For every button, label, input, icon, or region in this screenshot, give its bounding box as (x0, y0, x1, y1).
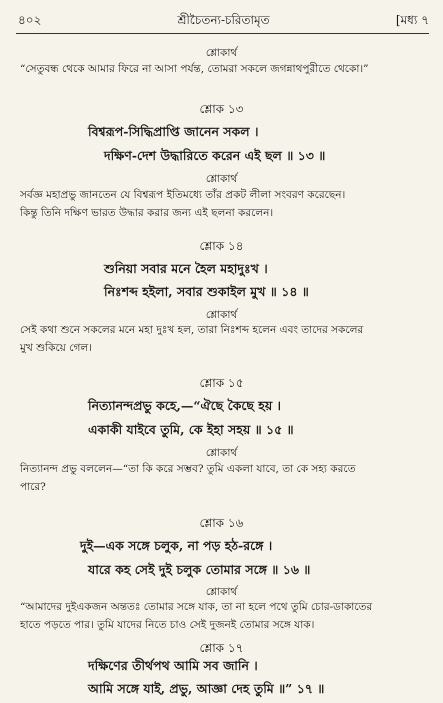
translation-label: শ্লোকার্থ (205, 173, 238, 185)
page-number: ৪০২ (18, 13, 42, 27)
translation-text (20, 598, 429, 634)
translation-text (20, 186, 429, 222)
verse-line: দক্ষিণের তীর্থপথ আমি সব জানি । (88, 658, 258, 673)
verse-line: যারে কহ সেই দুই চলুক তোমার সঙ্গে ॥ ১৬ ॥ (88, 562, 311, 577)
prose-line: নিত্যানন্দ প্রভু বললেন—“তা কি করে সম্ভব? তুমি একলা যাবে, তা কে সহ্য করতে (20, 463, 356, 475)
prose-line: মুখ শুকিয়ে গেল। (20, 342, 92, 354)
translation-label: শ্লোকার্থ (205, 586, 238, 598)
prose-line: “আমাদের দুইএকজন অন্ততঃ তোমার সঙ্গে যাক, তা না হলে পথে তুমি চোর-ডাকাতের (20, 601, 373, 613)
verse-heading: শ্লোক ১৭ (199, 641, 244, 655)
translation-text (20, 60, 429, 78)
prose-line: সেই কথা শুনে সকলের মনে মহা দুঃখ হল, তারা নিঃশব্দ হলেন এবং তাদের সকলের (20, 324, 364, 336)
header-rule (16, 33, 429, 34)
prose-line: হাতে পড়তে পার। তুমি যাদের নিতে চাও সেই দুজনই তোমার সঙ্গে যাক। (20, 619, 315, 631)
verse-line: নিত্যানন্দপ্রভু কহে,—“ঐছে কৈছে হয় । (88, 398, 282, 413)
translation-text (20, 460, 429, 496)
verse-line: একাকী যাইবে তুমি, কে ইহা সহয় ॥ ১৫ ॥ (88, 422, 294, 437)
prose-line: পারে? (20, 481, 46, 493)
translation-text (20, 321, 429, 357)
verse-heading: শ্লোক ১৩ (199, 102, 244, 116)
chapter-marker: [মধ্য ৭ (395, 13, 429, 27)
verse-line: নিঃশব্দ হইলা, সবার শুকাইল মুখ ॥ ১৪ ॥ (104, 284, 309, 299)
prose-line: “সেতুবন্ধ থেকে আমার ফিরে না আসা পর্যন্ত, তোমরা সকলে জগন্নাথপুরীতে থেকো।” (20, 63, 369, 75)
verse-line: দক্ষিণ-দেশ উদ্ধারিতে করেন এই ছল ॥ ১৩ ॥ (104, 148, 326, 163)
translation-label: শ্লোকার্থ (205, 309, 238, 321)
verse-line: শুনিয়া সবার মনে হৈল মহাদুঃখ । (104, 261, 268, 276)
running-title: শ্রীচৈতন্য-চরিতামৃত (177, 13, 270, 27)
verse-line: আমি সঙ্গে যাই, প্রভু, আজ্ঞা দেহ তুমি ॥” ১৭ ॥ (88, 681, 325, 696)
translation-label: শ্লোকার্থ (205, 47, 238, 59)
prose-line: সর্বজ্ঞ মহাপ্রভু জানতেন যে বিশ্বরূপ ইতিমধ্যে তাঁর প্রকট লীলা সংবরণ করেছেন। (20, 189, 346, 201)
verse-line: দুই—এক সঙ্গে চলুক, না পড় হঠ-রঙ্গে । (80, 538, 273, 553)
translation-label: শ্লোকার্থ (205, 447, 238, 459)
verse-heading: শ্লোক ১৪ (199, 239, 244, 253)
page-header (18, 10, 429, 32)
verse-heading: শ্লোক ১৬ (199, 516, 244, 530)
prose-line: কিন্তু তিনি দক্ষিণ ভারত উদ্ধার করার জন্য এই ছলনা করলেন। (20, 207, 274, 219)
verse-line: বিশ্বরূপ-সিদ্ধিপ্রাপ্তি জানেন সকল । (88, 124, 259, 139)
verse-heading: শ্লোক ১৫ (199, 376, 244, 390)
